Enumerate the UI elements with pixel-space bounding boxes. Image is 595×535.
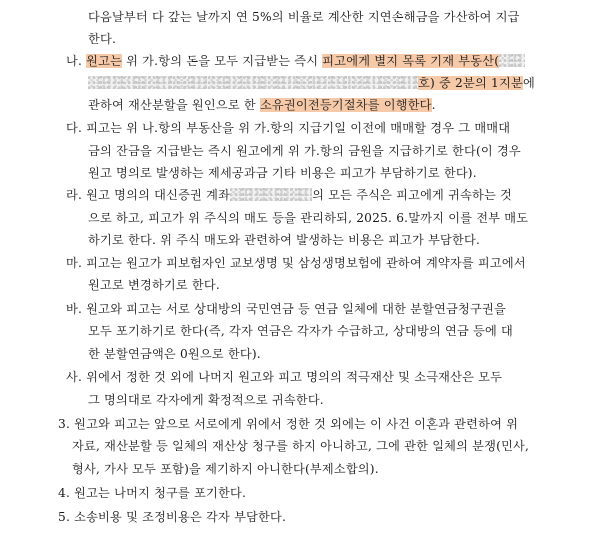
text-line: 마. 피고는 원고가 피보험자인 교보생명 및 삼성생명보험에 관하여 계약자를 피고에서 (66, 256, 526, 270)
text-line: 사. 위에서 정한 것 외에 나머지 원고와 피고 명의의 적극재산 및 소극재산은 모두 (66, 370, 503, 384)
text-line: 자료, 재산분할 등 일체의 재산상 청구를 하지 아니하고, 그에 관한 일체의 분쟁(민사, (72, 439, 530, 453)
text-line: 5. 소송비용 및 조정비용은 각자 부담한다. (58, 510, 287, 524)
text-line: 한다. (88, 32, 117, 46)
text-line: 원고 명의로 발생하는 제세공과금 기타 비용은 피고가 부담하기로 한다). (88, 166, 477, 180)
text-line: 한 분할연금액은 0원으로 한다). (88, 347, 261, 361)
item-marker: 나. (66, 54, 83, 68)
text-line: 금의 잔금을 지급받는 즉시 원고에게 위 가.항의 금원을 지급하기로 한다(이 경우 (88, 144, 521, 158)
text-line: 하기로 한다. 위 주식 매도와 관련하여 발생하는 비용은 피고가 부담한다. (88, 233, 481, 247)
highlight-text: 피고에게 별지 목록 기재 부동산( (322, 54, 500, 68)
text-line: 모두 포기하기로 한다(즉, 각자 연금은 각자가 수급하고, 상대방의 연금 등에 대 (88, 324, 514, 338)
text-line (88, 94, 436, 116)
text-segment: 라. 원고 명의의 대신증권 계좌 (66, 188, 231, 202)
text-line: 원고로 변경하기로 한다. (88, 278, 220, 292)
highlight-text: 소유권이전등기절차를 이행한다 (259, 98, 432, 112)
redacted-block (88, 76, 418, 89)
text-line: 그 명의대로 각자에게 확정적으로 귀속한다. (88, 393, 324, 407)
text-segment: . (431, 98, 436, 112)
text-line: 으로 하고, 피고가 위 주식의 매도 등을 관리하되, 2025. 6.말까지 이를 전부 매도 (88, 211, 529, 225)
text-line: 3. 원고와 피고는 앞으로 서로에게 위에서 정한 것 외에는 이 사건 이혼과 관련하여 위 (58, 417, 519, 431)
text-line: 다음날부터 다 갚는 날까지 연 5%의 비율로 계산한 지연손해금을 가산하여 지급 (88, 10, 520, 24)
text-line-na (66, 50, 525, 72)
text-line (66, 184, 512, 206)
text-line (88, 72, 535, 94)
highlight-text: 원고는 (86, 54, 123, 68)
text-line: 다. 피고는 위 나.항의 부동산을 위 가.항의 지급기일 이전에 매매할 경우 그 매매대 (66, 121, 511, 135)
redacted-block (230, 188, 312, 201)
highlight-text: 호) 중 2분의 1지분 (418, 76, 523, 90)
text-line: 형사, 가사 모두 포함)을 제기하지 아니한다(부제소합의). (72, 462, 379, 476)
text-segment: 위 가.항의 돈을 모두 지급받는 즉시 (122, 54, 323, 68)
text-segment: 의 모든 주식은 피고에게 귀속하는 것 (312, 188, 513, 202)
text-line: 바. 원고와 피고는 서로 상대방의 국민연금 등 연금 일체에 대한 분할연금청구권을 (66, 302, 506, 316)
text-segment: 에 (522, 76, 535, 90)
text-segment: 관하여 재산분할을 원인으로 한 (88, 98, 260, 112)
text-line: 4. 원고는 나머지 청구를 포기한다. (58, 486, 247, 500)
redacted-block (499, 54, 525, 67)
